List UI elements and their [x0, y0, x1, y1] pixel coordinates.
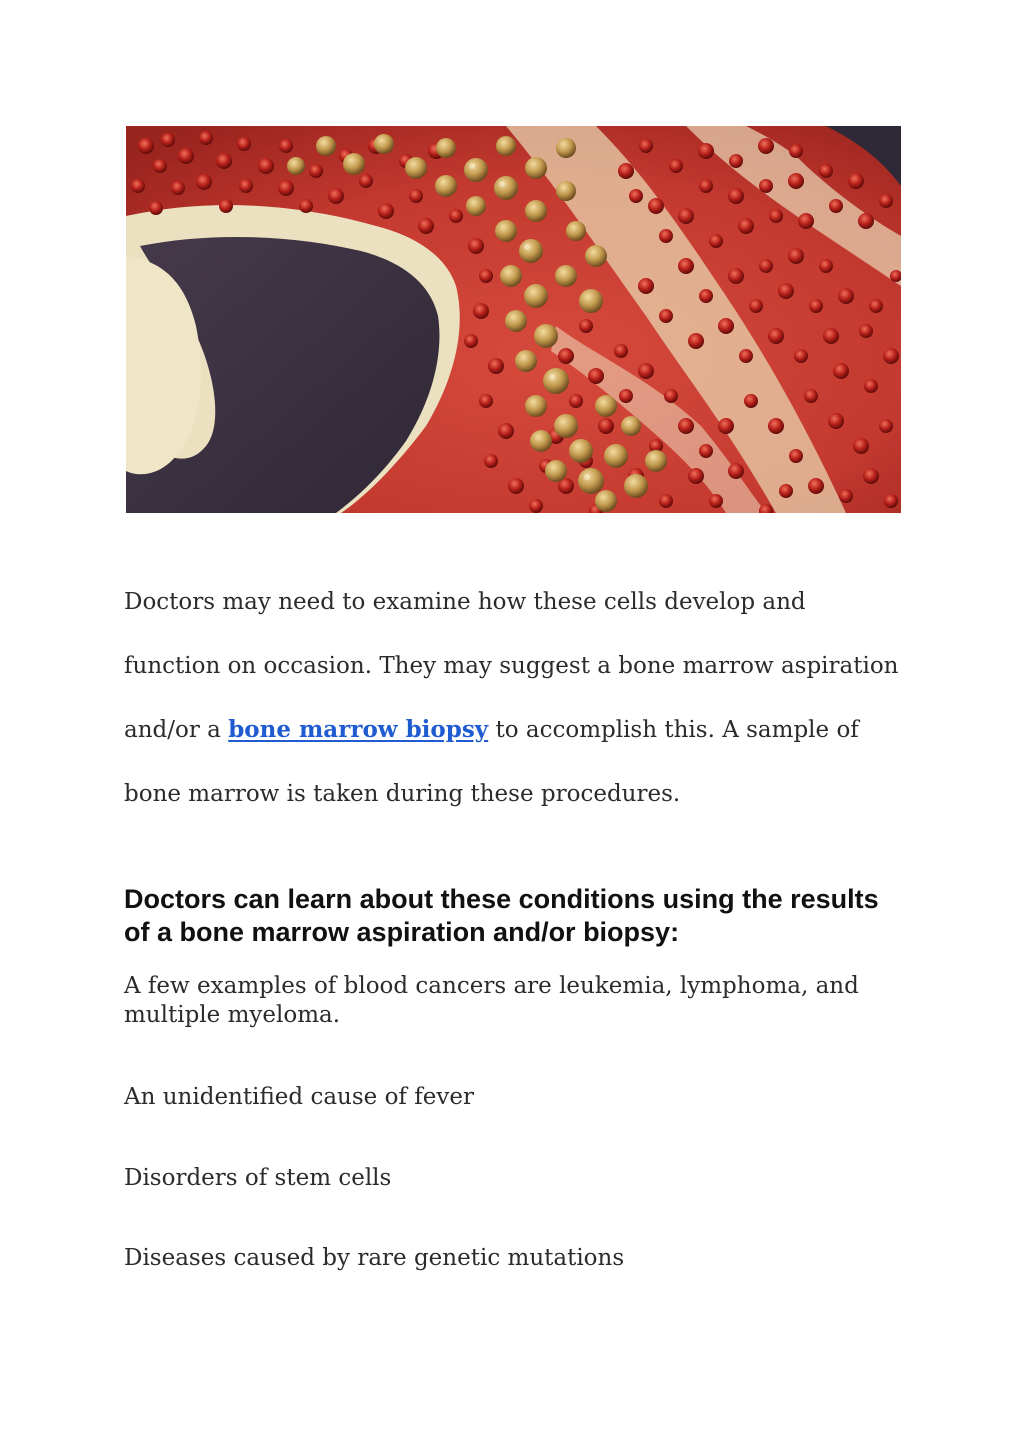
list-item: Disorders of stem cells — [124, 1165, 392, 1191]
intro-text-after: to accomplish this. A sample of bone marrow is taken during these procedures. — [124, 717, 859, 807]
section-heading: Doctors can learn about these conditions using the results of a bone marrow aspiration and/or biopsy: — [124, 884, 879, 947]
list-item: A few examples of blood cancers are leukemia, lymphoma, and multiple myeloma. — [124, 973, 859, 1028]
list-item: Diseases caused by rare genetic mutations — [124, 1245, 625, 1271]
intro-paragraph — [124, 570, 904, 826]
bone-marrow-biopsy-link[interactable]: bone marrow biopsy — [228, 716, 489, 743]
bone-marrow-illustration-icon — [126, 126, 901, 513]
intro-text-before: Doctors may need to examine how these cells develop and function on occasion. They may suggest a bone marrow aspiration and/or a — [124, 589, 899, 743]
hero-image — [126, 126, 901, 513]
list-item: An unidentified cause of fever — [124, 1084, 474, 1110]
